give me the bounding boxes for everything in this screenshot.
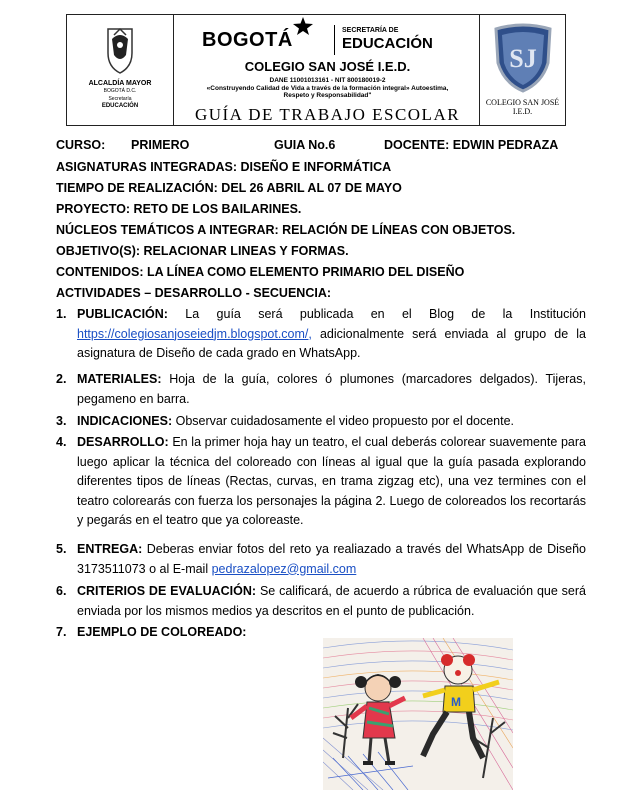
school-logo-caption-2: I.E.D. [512,107,533,116]
list-item-criterios [56,582,586,621]
item-body-2: adicionalmente será enviada al grupo de la asignatura de Diseño de cada grado en WhatsApp. [77,326,586,360]
dane-line: DANE 11001013161 - NIT 800180019-2 [269,77,386,84]
item-label: INDICACIONES: [77,414,173,428]
item-number: 7. [56,625,67,639]
item-label: EJEMPLO DE COLOREADO: [77,625,247,639]
alcaldia-logo-cell [67,15,174,125]
item-number: 2. [56,372,67,386]
guide-title: GUÍA DE TRABAJO ESCOLAR [194,105,461,124]
actividades-heading: ACTIVIDADES – DESARROLLO - SECUENCIA: [56,286,332,300]
item-body: La guía será publicada en el Blog de la Institución [167,307,586,321]
course-row [56,138,586,154]
item-number: 5. [56,542,67,556]
dane-info [174,77,481,100]
item-text [77,582,586,621]
svg-text:SJ: SJ [508,44,537,73]
curso-label: CURSO: [56,138,106,152]
list-item-entrega [56,540,586,579]
item-text [77,412,586,432]
item-label: DESARROLLO: [77,435,169,449]
list-item-indicaciones [56,412,586,432]
star-icon [292,17,314,35]
svg-text:M: M [451,695,461,709]
document-header [66,14,566,126]
item-label: CRITERIOS DE EVALUACIÓN: [77,584,257,598]
contenidos: CONTENIDOS: LA LÍNEA COMO ELEMENTO PRIMARIO DEL DISEÑO [56,265,465,279]
item-label: MATERIALES: [77,372,162,386]
item-text [77,433,586,531]
item-text [77,370,586,409]
alcaldia-line1: ALCALDÍA MAYOR [88,80,152,87]
list-item-materiales [56,370,586,409]
item-text [77,540,586,579]
coloring-example-illustration [323,638,513,790]
motto-line-2: Respeto y Responsabilidad" [283,92,372,99]
alcaldia-line4: EDUCACIÓN [101,103,139,109]
header-center [174,15,481,125]
san-jose-shield-icon [490,23,556,93]
guia-number: GUIA No.6 [274,138,336,152]
curso-value: PRIMERO [131,138,190,152]
tiempo-label: TIEMPO DE REALIZACIÓN [56,181,214,195]
nucleos-tematicos: NÚCLEOS TEMÁTICOS A INTEGRAR: RELACIÓN DE LÍNEAS CON OBJETOS. [56,223,516,237]
school-logo-caption-1: COLEGIO SAN JOSÉ [485,98,560,107]
objetivo: OBJETIVO(S): RELACIONAR LINEAS Y FORMAS. [56,244,349,258]
item-text [77,305,586,364]
docente: DOCENTE: EDWIN PEDRAZA [384,138,559,152]
item-label: PUBLICACIÓN: [77,307,168,321]
alcaldia-line3: Secretaría [108,96,132,102]
bogota-coat-of-arms-icon [100,25,140,75]
motto-line-1: «Construyendo Calidad de Vida a través de la formación integral» Autoestima, [206,84,449,92]
item-number: 1. [56,307,67,321]
school-name: COLEGIO SAN JOSÉ I.E.D. [244,59,411,74]
school-logo-cell [479,15,565,125]
item-number: 3. [56,414,67,428]
blog-link[interactable]: https://colegiosanjoseiedjm.blogspot.com/, [77,326,312,341]
header-divider [334,25,335,55]
asignaturas: ASIGNATURAS INTEGRADAS: DISEÑO E INFORMÁTICA [56,160,392,174]
secretaria-label: SECRETARÍA DE [342,27,399,34]
educacion-label: EDUCACIÓN [342,35,433,52]
item-body: Se calificará, de acuerdo a rúbrica de evaluación que será enviada por los mismos medios ya descritos en el punto de publicación. [77,584,586,618]
item-body: Hoja de la guía, colores ó plumones (marcadores delgados). Tijeras, pegameno en barra. [77,372,586,406]
item-body: En la primer hoja hay un teatro, el cual deberás colorear suavemente para luego aplicar la técnica del coloreado con líneas al igual que la guía pasada explorando diferentes tipos de líneas (Rectas, curvas, en trama zigzag etc), una vez termines con el teatro colorearás con fuerza los personajes la página 2. Luego de coloreados los recortarás y pegarás en el teatro que ya coloreaste. [77,435,586,527]
bogota-wordmark: BOGOTÁ [202,29,293,51]
list-item-desarrollo [56,433,586,531]
alcaldia-line2: BOGOTÁ D.C. [103,88,137,94]
item-number: 4. [56,435,67,449]
proyecto: PROYECTO: RETO DE LOS BAILARINES. [56,202,302,216]
email-link[interactable]: pedrazalopez@gmail.com [211,561,357,576]
item-body: Observar cuidadosamente el video propuesto por el docente. [172,414,515,428]
tiempo-realizacion [56,181,402,195]
item-body: Deberas enviar fotos del reto ya realiazado a través del WhatsApp de Diseño 3173511073 o al E-mail [77,542,586,576]
tiempo-value: : DEL 26 ABRIL AL 07 DE MAYO [213,181,402,195]
list-item-publicacion [56,305,586,364]
item-label: ENTREGA: [77,542,143,556]
item-number: 6. [56,584,67,598]
